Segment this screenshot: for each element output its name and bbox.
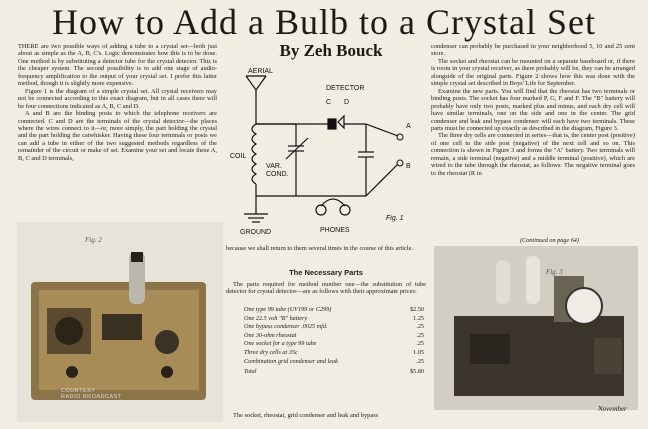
parts-row	[244, 340, 424, 349]
parts-total-price: $5.80	[410, 368, 424, 376]
continued-note: (Continued on page 64)	[520, 237, 579, 244]
phones-symbol	[316, 199, 350, 215]
byline: By Zeh Bouck	[279, 41, 383, 60]
label-aerial: AERIAL	[248, 68, 273, 75]
part-price: .25	[416, 331, 424, 339]
part-item: Three dry cells at 35c	[244, 348, 298, 356]
part-item: One 22.5 volt "B" battery	[244, 314, 308, 322]
parts-row	[244, 323, 424, 332]
paragraph-new-parts: Examine the new parts. You will find that the rheostat has two terminals or binding posts. The socket has four marked P, G, F and F. The "B" battery will probably have only two posts, marked plus and minus, and each dry cell will have similar terminals, one on the side and one in the center. The grid condenser and leak and bypass condenser will each have two terminals. These parts must be connected up exactly as described in the diagram, Figure 3.	[431, 87, 635, 132]
label-phones: PHONES	[320, 227, 350, 234]
crystal-detector-symbol	[318, 116, 366, 129]
photo-fig-3	[434, 246, 638, 410]
paragraph-figure-1: Figure 1 is the diagram of a simple crystal set. All crystal receivers may not be connected according to this exact diagram, but in all cases there will be four connections indicated as A, B, C and D.	[18, 87, 217, 110]
month-footer: November	[598, 405, 627, 413]
part-item: Combination grid condenser and leak	[244, 357, 338, 365]
label-a: A	[406, 123, 411, 130]
label-c: C	[326, 99, 332, 106]
paragraph-intro: THERE are two possible ways of adding a tube to a crystal set—both just about as simple as the A, B, C's. Logic demonstrates how this is to be done. One method is by substituting a detector tube for the crystal detector. This is the cheaper system. The second possibility is to add one stage of audio-frequency amplification to the output of your crystal set. I prefer this latter method, though it is slightly more expensive.	[18, 43, 217, 88]
paragraph-baseboard: The socket and rheostat can be mounted on a separate baseboard or, if there is room in your crystal receiver, as there probably will be, they can be arranged alongside of the original parts. Figure 2 shows how this was done with the simple crystal set described in Boys' Life for September.	[431, 57, 635, 88]
parts-footer-text: The socket, rheostat, grid condenser and leak and bypass	[233, 412, 379, 419]
terminal-a	[397, 134, 403, 140]
label-detector: DETECTOR	[326, 85, 365, 92]
parts-total-label: Total	[244, 368, 257, 376]
part-price: .25	[416, 357, 424, 365]
part-price: .25	[416, 340, 424, 348]
part-price: $2.50	[410, 306, 424, 313]
part-item: One type 99 tube (UV199 or C299)	[244, 306, 332, 313]
part-price: 1.05	[413, 348, 424, 356]
paragraph-dry-cells: The three dry cells are connected in series—that is, the center post (positive) of one cell to the side post (negative) of the next cell and so on. This connection is shown in Figure 3 and forms the "A" battery. Two terminals will remain, a side terminal (negative) and a middle terminal (positive), which are wired to the tube through the rheostat, as follows: The negative terminal goes to the rheostat (R in	[431, 132, 635, 177]
part-item: One 30-ohm rheostat	[244, 331, 297, 339]
parts-intro: The parts required for method number one—the substitution of tube detector for crystal detector—are as follows with their approximate prices:	[226, 281, 426, 296]
variable-condenser-symbol	[256, 124, 366, 196]
label-var: VAR.	[266, 163, 282, 170]
circuit-diagram	[226, 64, 431, 242]
parts-total-row	[244, 368, 424, 377]
credit-line-2: RADIO BROADCAST	[61, 394, 122, 400]
label-cond: COND.	[266, 171, 289, 178]
part-price: .25	[416, 323, 424, 331]
label-coil: COIL	[230, 153, 247, 160]
paragraph-continue: because we shall return to them several times in the course of this article.	[226, 245, 414, 252]
photo-credit	[61, 388, 122, 400]
photo-fig-2	[17, 222, 223, 422]
parts-heading: The Necessary Parts	[289, 268, 363, 277]
label-fig-1: Fig. 1	[386, 215, 404, 222]
parts-row	[244, 332, 424, 341]
paragraph-store: condenser can probably be purchased in your neighborhood 5, 10 and 25 cent store.	[431, 43, 635, 58]
part-item: One bypass condenser .0025 mfd.	[244, 323, 328, 331]
tube-wiring-photo	[434, 246, 638, 410]
label-b: B	[406, 163, 411, 170]
column-right	[431, 43, 635, 177]
parts-list	[244, 306, 424, 377]
terminal-b	[397, 160, 403, 166]
photo-fig-3-label: Fig. 3	[546, 268, 563, 276]
credit-line-1: COURTESY	[61, 388, 96, 394]
parts-row	[244, 349, 424, 358]
parts-row	[244, 306, 424, 315]
ground-symbol	[244, 214, 268, 222]
paragraph-binding-posts: A and B are the binding posts to which the telephone receivers are connected. C and D are the terminals of the crystal detector—the places where the wires connect to it—or, more simply, the part holding the crystal and the part holding the catwhisker. Having these four terminals or posts we can add a tube in either of the two suggested methods regardless of the remainder of the circuit or make of set. Examine your set and locate these A, B, C and D terminals,	[18, 110, 217, 162]
column-left	[18, 43, 217, 162]
parts-row	[244, 358, 424, 367]
part-item: One socket for a type 99 tube	[244, 340, 317, 348]
aerial-symbol	[246, 76, 266, 124]
photo-fig-2-label: Fig. 2	[85, 236, 102, 244]
label-ground: GROUND	[240, 229, 272, 236]
bypass-condenser-symbol	[358, 124, 398, 196]
label-d: D	[344, 99, 350, 106]
column-middle-text	[226, 245, 426, 252]
coil-symbol	[252, 124, 318, 214]
article-title: How to Add a Bulb to a Crystal Set	[52, 2, 596, 42]
part-price: 1.25	[413, 314, 424, 322]
parts-row	[244, 315, 424, 324]
